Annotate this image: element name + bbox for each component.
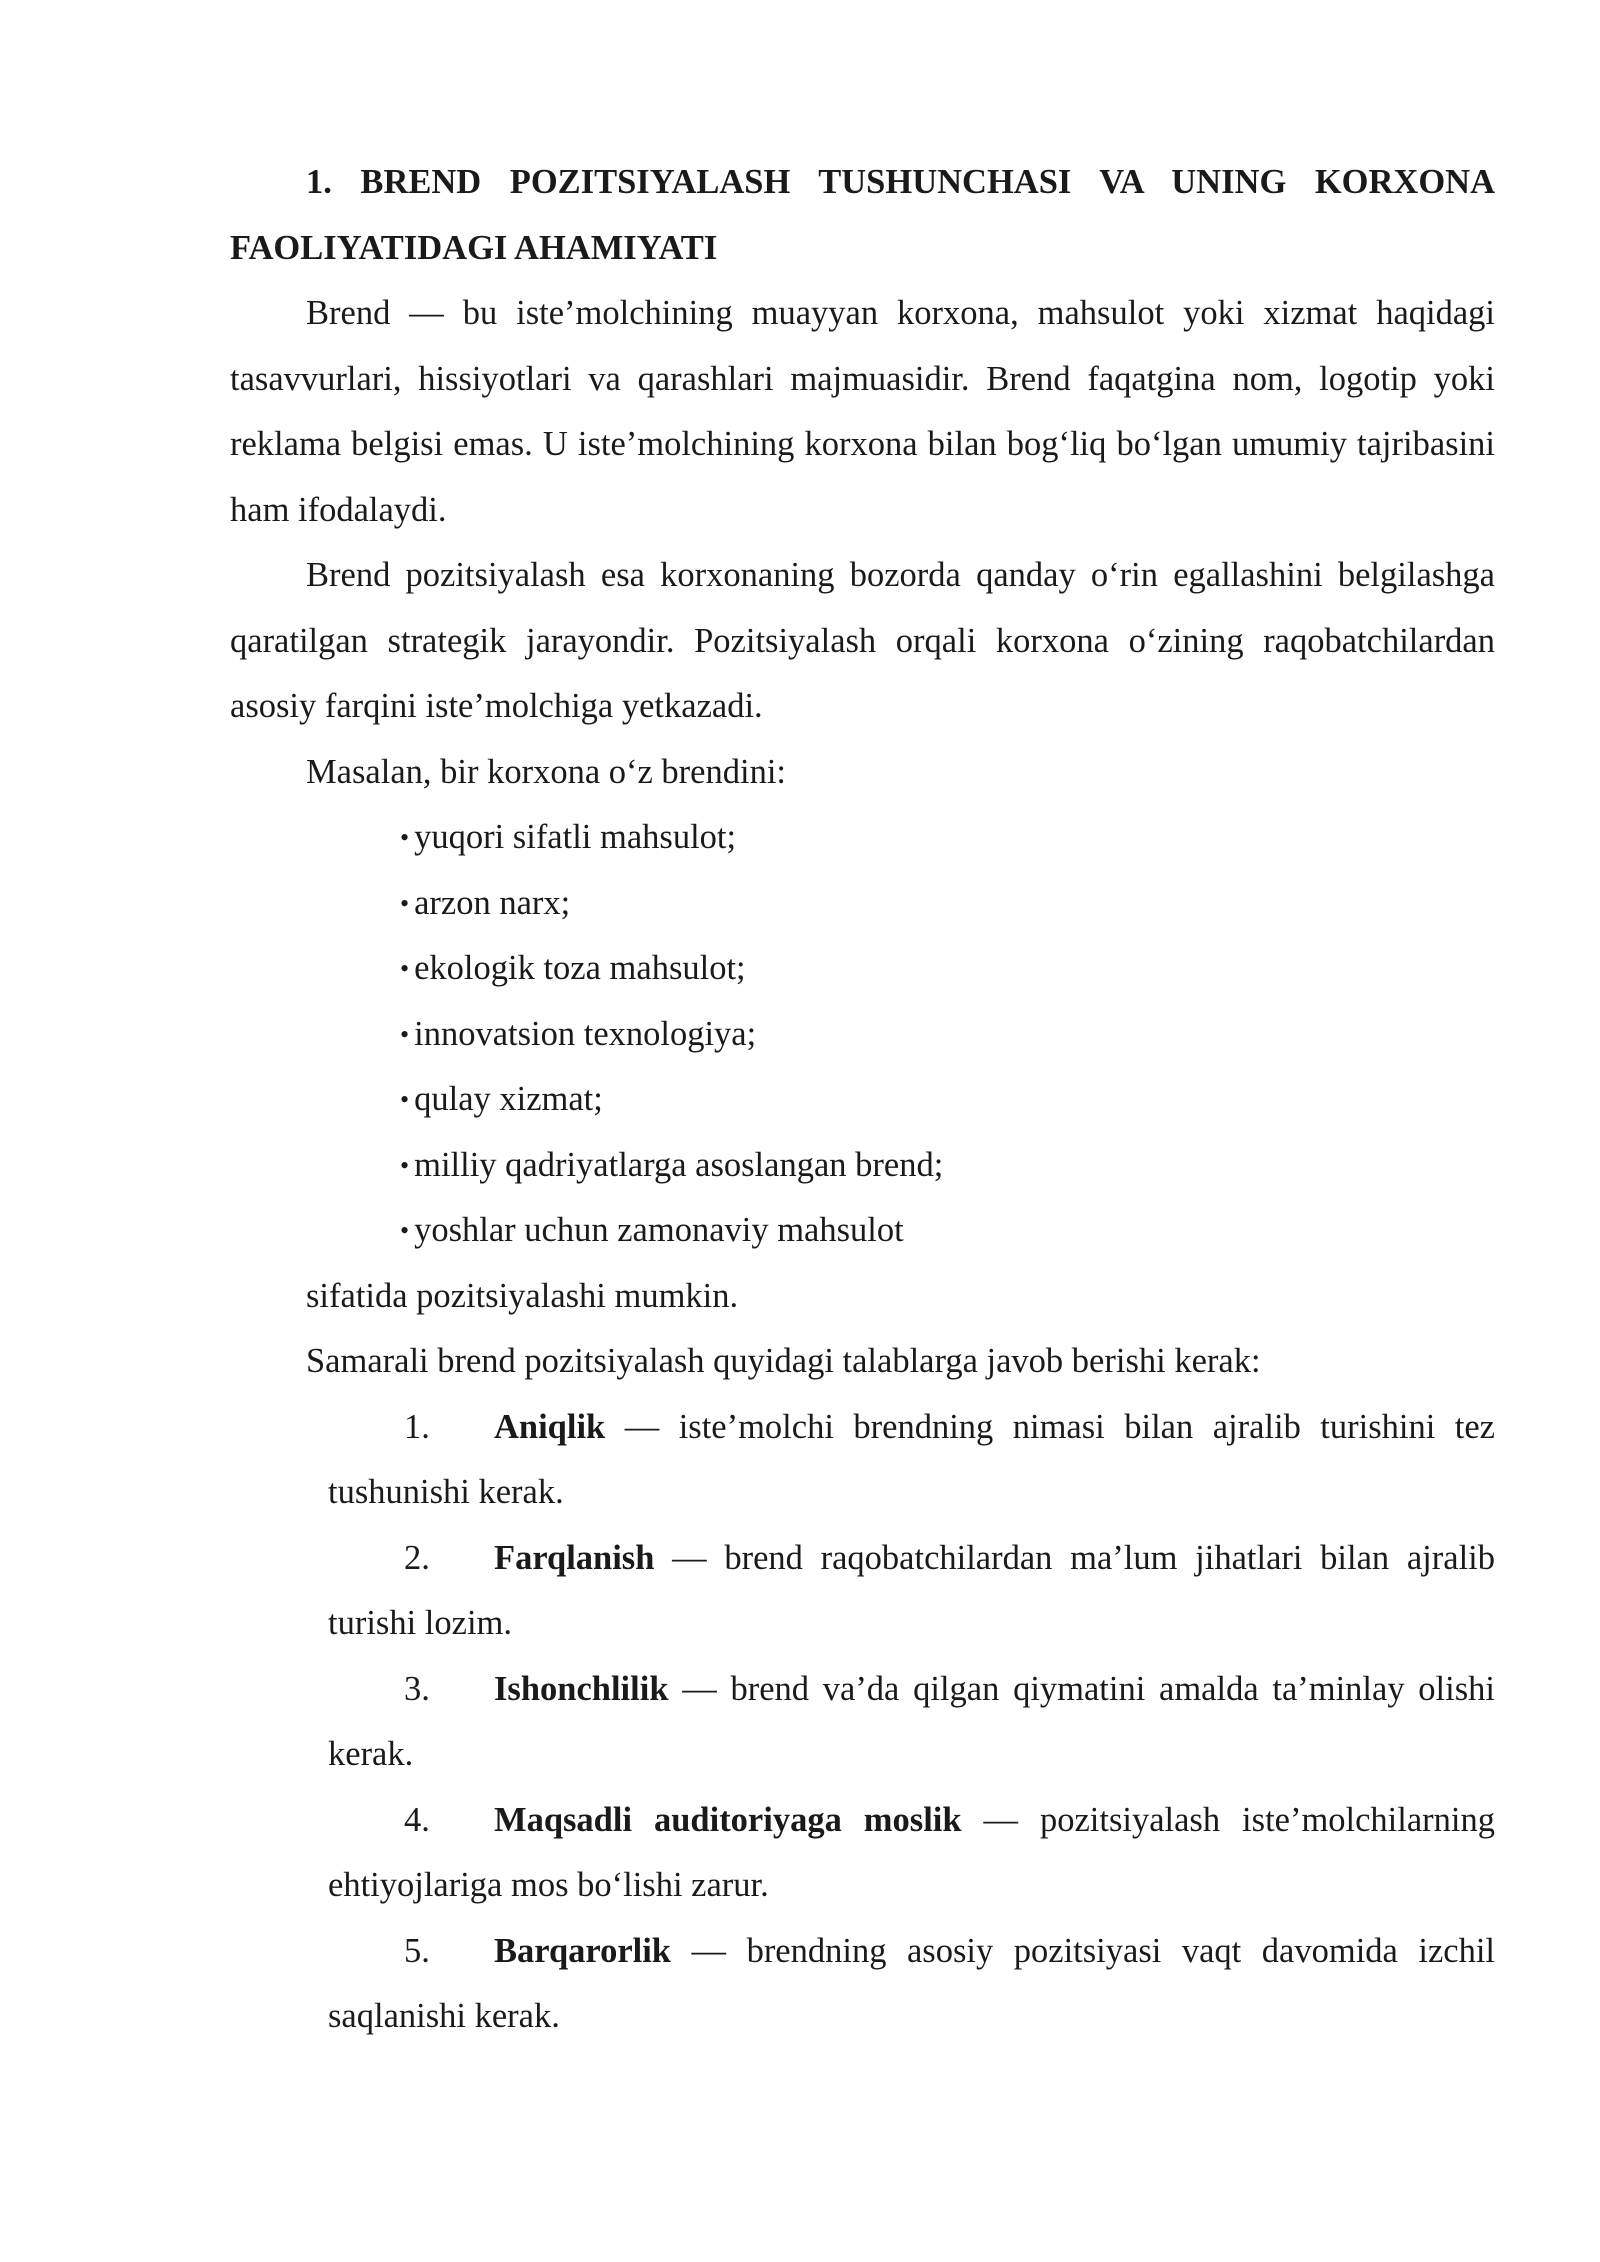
- requirement-term: Maqsadli auditoriyaga moslik: [494, 1800, 962, 1839]
- paragraph-after-list: sifatida pozitsiyalashi mumkin.: [306, 1276, 739, 1315]
- positioning-examples-list: [230, 805, 1495, 1264]
- list-item: • innovatsion texnologiya;: [400, 1002, 1495, 1068]
- bullet-icon: •: [400, 823, 410, 852]
- requirements-list: [230, 1395, 1495, 2050]
- paragraph-example-intro: Masalan, bir korxona o‘z brendini:: [306, 752, 786, 791]
- paragraph-brand-definition: Brend — bu iste’molchining muayyan korxona, mahsulot yoki xizmat haqidagi tasavvurlari, hissiyotlari va qarashlari majmuasidir. Brend faqatgina nom, logotip yoki reklama belgisi emas. U iste’molchining korxona bilan bog‘liq bo‘lgan umumiy tajribasini ham ifodalaydi.: [230, 294, 1495, 529]
- bullet-icon: •: [400, 1150, 410, 1180]
- requirement-text: — brendning asosiy pozitsiyasi vaqt davomida izchil saqlanishi kerak.: [328, 1931, 1495, 2035]
- paragraph-positioning-definition: Brend pozitsiyalash esa korxonaning bozorda qanday o‘rin egallashini belgilashga qaratilgan strategik jarayondir. Pozitsiyalash orqali korxona o‘zining raqobatchilardan asosiy farqini iste’molchiga yetkazadi.: [230, 556, 1495, 725]
- requirement-text: — brend va’da qilgan qiymatini amalda ta’minlay olishi kerak.: [328, 1669, 1495, 1773]
- requirement-term: Farqlanish: [494, 1538, 655, 1577]
- requirement-item: [328, 1657, 1495, 1788]
- requirement-number: 5.: [404, 1931, 430, 1970]
- list-item: • yoshlar uchun zamonaviy mahsulot: [400, 1198, 1495, 1264]
- document-page: [230, 150, 1495, 2050]
- bullet-icon: •: [400, 1085, 410, 1114]
- requirement-term: Aniqlik: [494, 1407, 606, 1446]
- requirement-number: 1.: [404, 1407, 430, 1446]
- list-item: • yuqori sifatli mahsulot;: [400, 805, 1495, 871]
- bullet-icon: •: [400, 888, 410, 918]
- requirement-item: [328, 1395, 1495, 1526]
- section-heading: 1. BREND POZITSIYALASH TUSHUNCHASI VA UNING KORXONA FAOLIYATIDAGI AHAMIYATI: [230, 163, 1495, 267]
- requirement-item: [328, 1788, 1495, 1919]
- requirements-intro: Samarali brend pozitsiyalash quyidagi talablarga javob berishi kerak:: [306, 1342, 1261, 1380]
- requirement-text: — iste’molchi brendning nimasi bilan ajralib turishini tez tushunishi kerak.: [328, 1407, 1495, 1511]
- bullet-icon: •: [400, 954, 410, 983]
- requirement-term: Barqarorlik: [494, 1931, 671, 1970]
- requirement-item: [328, 1526, 1495, 1657]
- bullet-icon: •: [400, 1216, 410, 1245]
- bullet-icon: •: [400, 1019, 410, 1049]
- requirement-number: 2.: [404, 1538, 430, 1577]
- requirement-item: [328, 1919, 1495, 2050]
- requirement-text: — pozitsiyalash iste’molchilarning ehtiyojlariga mos bo‘lishi zarur.: [328, 1800, 1495, 1904]
- requirement-number: 4.: [404, 1800, 430, 1839]
- requirement-term: Ishonchlilik: [494, 1669, 669, 1708]
- list-item: • ekologik toza mahsulot;: [400, 936, 1495, 1002]
- list-item: • qulay xizmat;: [400, 1067, 1495, 1133]
- list-item: • milliy qadriyatlarga asoslangan brend;: [400, 1133, 1495, 1199]
- requirement-text: — brend raqobatchilardan ma’lum jihatlari bilan ajralib turishi lozim.: [328, 1538, 1495, 1642]
- list-item: • arzon narx;: [400, 871, 1495, 937]
- requirement-number: 3.: [404, 1669, 430, 1708]
